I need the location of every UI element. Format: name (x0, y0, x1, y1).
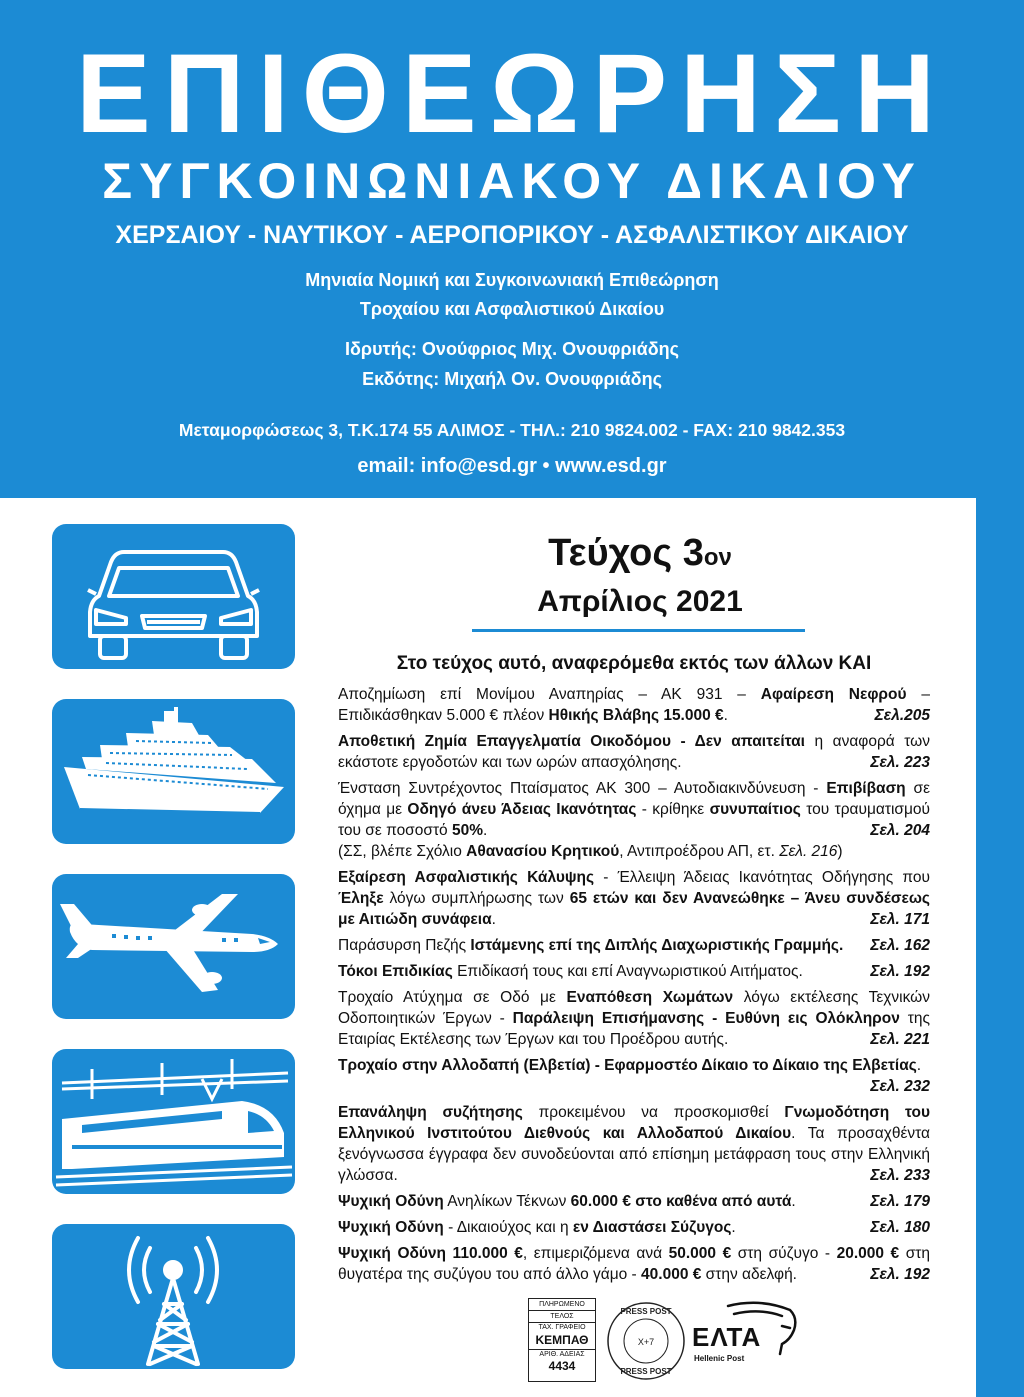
contents-run: η αναφορά των εκάστοτε εργοδοτών και των ωρών απασχόλησης. (338, 733, 930, 771)
publisher: Εκδότης: Μιχαήλ Ον. Ονουφριάδης (362, 369, 662, 389)
contents-run: στην αδελφή. (701, 1266, 797, 1283)
contents-run: προκειμένου να προσκομισθεί (522, 1104, 785, 1121)
page-reference: Σελ. 221 (870, 1031, 930, 1048)
contents-run: λόγω συμπλήρωσης των (383, 890, 570, 907)
contents-run: Επιδίκασή τους και επί Αναγνωριστικού Αιτήματος. (452, 963, 803, 980)
contents-run: 50% (452, 822, 484, 839)
train-icon (52, 1049, 295, 1194)
contents-run: . (491, 911, 496, 928)
divider (472, 629, 805, 632)
elta-wordmark: ΕΛΤΑ (692, 1322, 762, 1352)
contents-run: Σελ. 216 (779, 843, 838, 860)
page-reference: Σελ. 232 (870, 1078, 930, 1095)
contents-run: Ηθικής Βλάβης 15.000 € (548, 707, 724, 724)
page-reference: Σελ. 179 (870, 1193, 930, 1210)
antenna-icon (52, 1224, 295, 1369)
contents-item (338, 1102, 930, 1186)
ship-icon (52, 699, 295, 844)
founder: Ιδρυτής: Ονούφριος Μιχ. Ονουφριάδης (345, 339, 679, 359)
right-side-bar (976, 498, 1024, 1397)
contents-run: . (483, 822, 488, 839)
contents-run: Τόκοι Επιδικίας (338, 963, 453, 980)
contents-run: (ΣΣ, βλέπε Σχόλιο (338, 843, 467, 860)
contents-run: Αποθετική Ζημία Επαγγελματία Οικοδόμου - Δεν απαιτείται (338, 733, 805, 750)
page-reference: Σελ. 192 (870, 963, 930, 980)
web-contacts: email: info@esd.gr • www.esd.gr (357, 455, 667, 477)
contents-item (338, 1055, 930, 1097)
contents-run: . (916, 1057, 922, 1074)
contents-run: Εναπόθεση Χωμάτων (566, 989, 734, 1006)
postage-paid-stamp: ΠΛΗΡΩΜΕΝΟ ΤΕΛΟΣ ΤΑΧ. ΓΡΑΦΕΙΟ ΚΕΜΠΑΘ ΑΡΙΘ. ΑΔΕΙΑΣ 4434 (528, 1298, 596, 1382)
contents-run: Αποζημίωση επί Μονίμου Αναπηρίας – ΑΚ 931 – (338, 686, 761, 703)
contents-run: 40.000 € (641, 1266, 702, 1283)
contents-run: 60.000 € στο καθένα από αυτά (570, 1193, 792, 1210)
contents-item (338, 987, 930, 1050)
contents-item (338, 1191, 930, 1212)
contents-run: λόγω εκτέλεσης Τεχνικών Οδοποιητικών Έργων - (338, 989, 931, 1027)
contents-run: Παράσυρση Πεζής (338, 937, 471, 954)
contents-run: , Αντιπροέδρου ΑΠ, ετ. (619, 843, 780, 860)
magazine-subtitle: ΣΥΓΚΟΙΝΩΝΙΑΚΟΥ ΔΙΚΑΙΟΥ (102, 153, 922, 209)
contents-run: σε όχημα με (338, 780, 930, 818)
contents-run: Έληξε (338, 890, 384, 907)
page-reference: Σελ. 223 (870, 754, 930, 771)
contents-item (338, 1217, 930, 1238)
contents-run: Ψυχική Οδύνη 110.000 € (338, 1245, 523, 1262)
contents-list (338, 684, 930, 1290)
page-reference: Σελ.205 (874, 707, 930, 724)
contents-item (338, 731, 930, 773)
contents-run: - Δικαιούχος και η (443, 1219, 573, 1236)
contents-run: στη σύζυγο - (731, 1245, 837, 1262)
svg-text:PRESS POST: PRESS POST (620, 1367, 672, 1376)
contents-run: Αφαίρεση Νεφρού (760, 686, 907, 703)
page-reference: Σελ. 162 (870, 937, 930, 954)
contents-item (338, 1243, 930, 1285)
contents-run: Αθανασίου Κρητικού (466, 843, 620, 860)
contents-run: Ιστάμενης επί της Διπλής Διαχωριστικής Γραμμής. (470, 937, 844, 954)
page-reference: Σελ. 192 (870, 1266, 930, 1283)
contents-run: συνυπαίτιος (709, 801, 801, 818)
contents-run: Τροχαίο στην Αλλοδαπή (Ελβετία) - Εφαρμοστέο Δίκαιο το Δίκαιο της Ελβετίας (338, 1057, 917, 1074)
svg-text:Χ+7: Χ+7 (637, 1337, 655, 1347)
page-reference: Σελ. 204 (870, 822, 930, 839)
page-reference: Σελ. 171 (870, 911, 930, 928)
issue-date: Απρίλιος 2021 (537, 585, 743, 618)
contents-run: της Εταιρίας Εκτέλεσης των Έργων και του Προέδρου αυτής. (338, 1010, 930, 1048)
contents-run: 20.000 € (836, 1245, 900, 1262)
contents-run: του τραυματισμού του σε ποσοστό (338, 801, 931, 839)
law-fields: ΧΕΡΣΑΙΟΥ - ΝΑΥΤΙΚΟΥ - ΑΕΡΟΠΟΡΙΚΟΥ - ΑΣΦΑΛΙΣΤΙΚΟΥ ΔΙΚΑΙΟΥ (115, 221, 909, 249)
contents-run: Επανάληψη συζήτησης (338, 1104, 523, 1121)
page-reference: Σελ. 233 (870, 1167, 930, 1184)
contents-run: Ένσταση Συντρέχοντος Πταίσματος ΑΚ 300 – Αυτοδιακινδύνευση - (338, 780, 827, 797)
magazine-title: ΕΠΙΘΕΩΡΗΣΗ (76, 31, 948, 156)
contents-item (338, 935, 930, 956)
car-icon (52, 524, 295, 669)
contents-item (338, 961, 930, 982)
elta-subtitle: Hellenic Post (694, 1354, 745, 1363)
contents-run: στη θυγατέρα της συζύγου του από άλλο γάμο - (338, 1245, 931, 1283)
contents-run: Ανηλίκων Τέκνων (443, 1193, 571, 1210)
contents-run: 65 ετών και δεν Ανανεώθηκε – Άνευ συνδέσεως με Αιτιώδη συνάφεια (338, 890, 930, 928)
page-reference: Σελ. 180 (870, 1219, 930, 1236)
contents-run: . (723, 707, 728, 724)
contents-run: Τροχαίο Ατύχημα σε Οδό με (338, 989, 567, 1006)
contents-run: 50.000 € (668, 1245, 732, 1262)
contents-run: Ψυχική Οδύνη (338, 1219, 444, 1236)
contents-run: . Τα προσαχθέντα ξενόγνωσσα έγγραφα δεν συνοδεύονται από επίσημη μετάφραση τους στην Ελληνική γλώσσα. (338, 1125, 930, 1184)
contents-run: Εξαίρεση Ασφαλιστικής Κάλυψης (338, 869, 595, 886)
address-line: Μεταμορφώσεως 3, Τ.Κ.174 55 ΑΛΙΜΟΣ - ΤΗΛ.: 210 9824.002 - FAX: 210 9842.353 (178, 420, 846, 440)
issue-number: Τεύχος 3ον (548, 532, 732, 574)
contents-run: Επιβίβαση (826, 780, 906, 797)
contents-item (338, 684, 930, 726)
contents-run: . (791, 1193, 796, 1210)
masthead (0, 0, 1024, 498)
contents-run: , επιμεριζόμενα ανά (522, 1245, 669, 1262)
contents-run: εν Διαστάσει Σύζυγος (572, 1219, 732, 1236)
contents-run: Ψυχική Οδύνη (338, 1193, 444, 1210)
contents-intro: Στο τεύχος αυτό, αναφερόμεθα εκτός των άλλων ΚΑΙ (396, 653, 872, 674)
press-post-stamp (605, 1300, 687, 1382)
contents-run: ) (837, 843, 843, 860)
contents-run: Γνωμοδότηση του Ελληνικού Ινστιτούτου Διεθνούς και Αλλοδαπού Δικαίου (338, 1104, 930, 1142)
contents-run: - Έλλειψη Άδειας Ικανότητας Οδήγησης που (594, 869, 930, 886)
contents-run: - κρίθηκε (636, 801, 710, 818)
contents-item (338, 867, 930, 930)
svg-text:PRESS POST: PRESS POST (620, 1307, 672, 1316)
description-line-1: Μηνιαία Νομική και Συγκοινωνιακή Επιθεώρηση (305, 270, 719, 290)
contents-run: . (731, 1219, 736, 1236)
description-line-2: Τροχαίου και Ασφαλιστικού Δικαίου (359, 299, 665, 319)
contents-note (338, 841, 930, 862)
airplane-icon (52, 874, 295, 1019)
contents-item (338, 778, 930, 862)
contents-run: Οδηγό άνευ Άδειας Ικανότητας (407, 801, 637, 818)
contents-run: Παράλειψη Επισήμανσης - Ευθύνη εις Ολόκληρον (512, 1010, 900, 1027)
contents-run: – Επιδικάσθηκαν 5.000 € πλέον (338, 686, 930, 724)
